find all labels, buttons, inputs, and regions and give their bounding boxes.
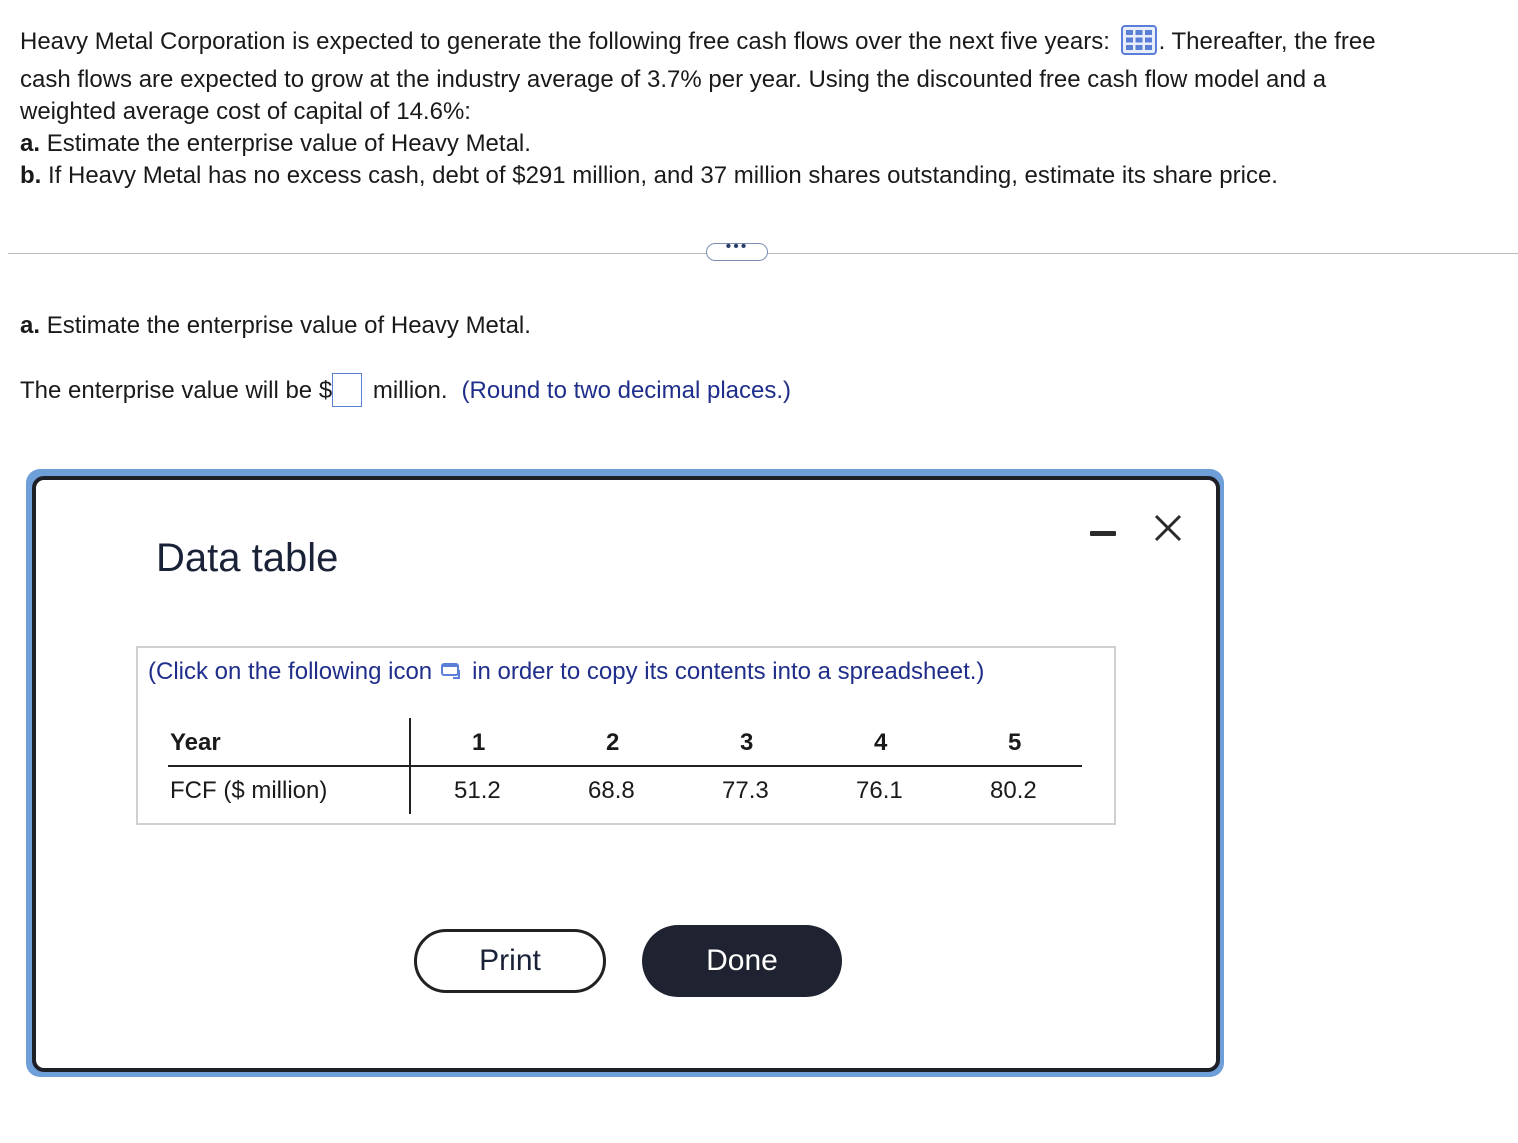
- part-b-text: If Heavy Metal has no excess cash, debt of $291 million, and 37 million shares outstanding, estimate its share price.: [48, 162, 1278, 189]
- more-button[interactable]: •••: [706, 243, 768, 261]
- copy-note-end: in order to copy its contents into a spreadsheet.): [472, 658, 985, 685]
- done-button[interactable]: Done: [642, 925, 842, 997]
- print-button[interactable]: Print: [414, 929, 606, 993]
- problem-part-a: [20, 128, 1500, 160]
- part-a-heading-label: a.: [20, 312, 41, 339]
- part-a-heading-text: Estimate the enterprise value of Heavy Metal.: [46, 312, 531, 339]
- fcf-year-1: 51.2: [454, 777, 501, 804]
- answer-suffix: million.: [372, 377, 448, 404]
- fcf-year-5: 80.2: [990, 777, 1037, 804]
- fcf-year-4: 76.1: [856, 777, 903, 804]
- enterprise-value-input[interactable]: [332, 373, 362, 407]
- year-2-header: 2: [606, 729, 620, 756]
- part-b-label: b.: [20, 162, 42, 189]
- modal-title: Data table: [156, 536, 339, 580]
- copy-note-start: (Click on the following icon: [148, 658, 433, 685]
- fcf-year-3: 77.3: [722, 777, 769, 804]
- year-1-header: 1: [472, 729, 486, 756]
- data-table-grid-icon[interactable]: [1121, 25, 1157, 55]
- copy-to-spreadsheet-icon[interactable]: [440, 661, 466, 681]
- close-icon[interactable]: [1150, 510, 1186, 546]
- problem-line-2: cash flows are expected to grow at the industry average of 3.7% per year. Using the discounted free cash flow model and a: [20, 66, 1327, 93]
- part-a-label: a.: [20, 130, 41, 157]
- problem-statement: [20, 24, 1500, 192]
- part-a-heading: [20, 312, 531, 340]
- minimize-icon[interactable]: [1088, 516, 1120, 548]
- problem-line-1: Heavy Metal Corporation is expected to generate the following free cash flows over the next five years:: [20, 28, 1110, 55]
- fcf-row-label: FCF ($ million): [170, 777, 328, 804]
- year-5-header: 5: [1008, 729, 1022, 756]
- answer-prefix: The enterprise value will be $: [20, 377, 333, 404]
- table-header-rule: [168, 765, 1082, 767]
- rounding-hint: (Round to two decimal places.): [461, 377, 792, 404]
- fcf-year-2: 68.8: [588, 777, 635, 804]
- answer-line: [20, 373, 791, 409]
- copy-note: [148, 658, 984, 686]
- problem-line-1-end: . Thereafter, the free: [1158, 28, 1376, 55]
- year-header: Year: [170, 729, 221, 756]
- year-3-header: 3: [740, 729, 754, 756]
- part-a-text: Estimate the enterprise value of Heavy Metal.: [46, 130, 531, 157]
- year-4-header: 4: [874, 729, 888, 756]
- problem-line-3: weighted average cost of capital of 14.6%:: [20, 98, 471, 125]
- problem-part-b: [20, 160, 1500, 192]
